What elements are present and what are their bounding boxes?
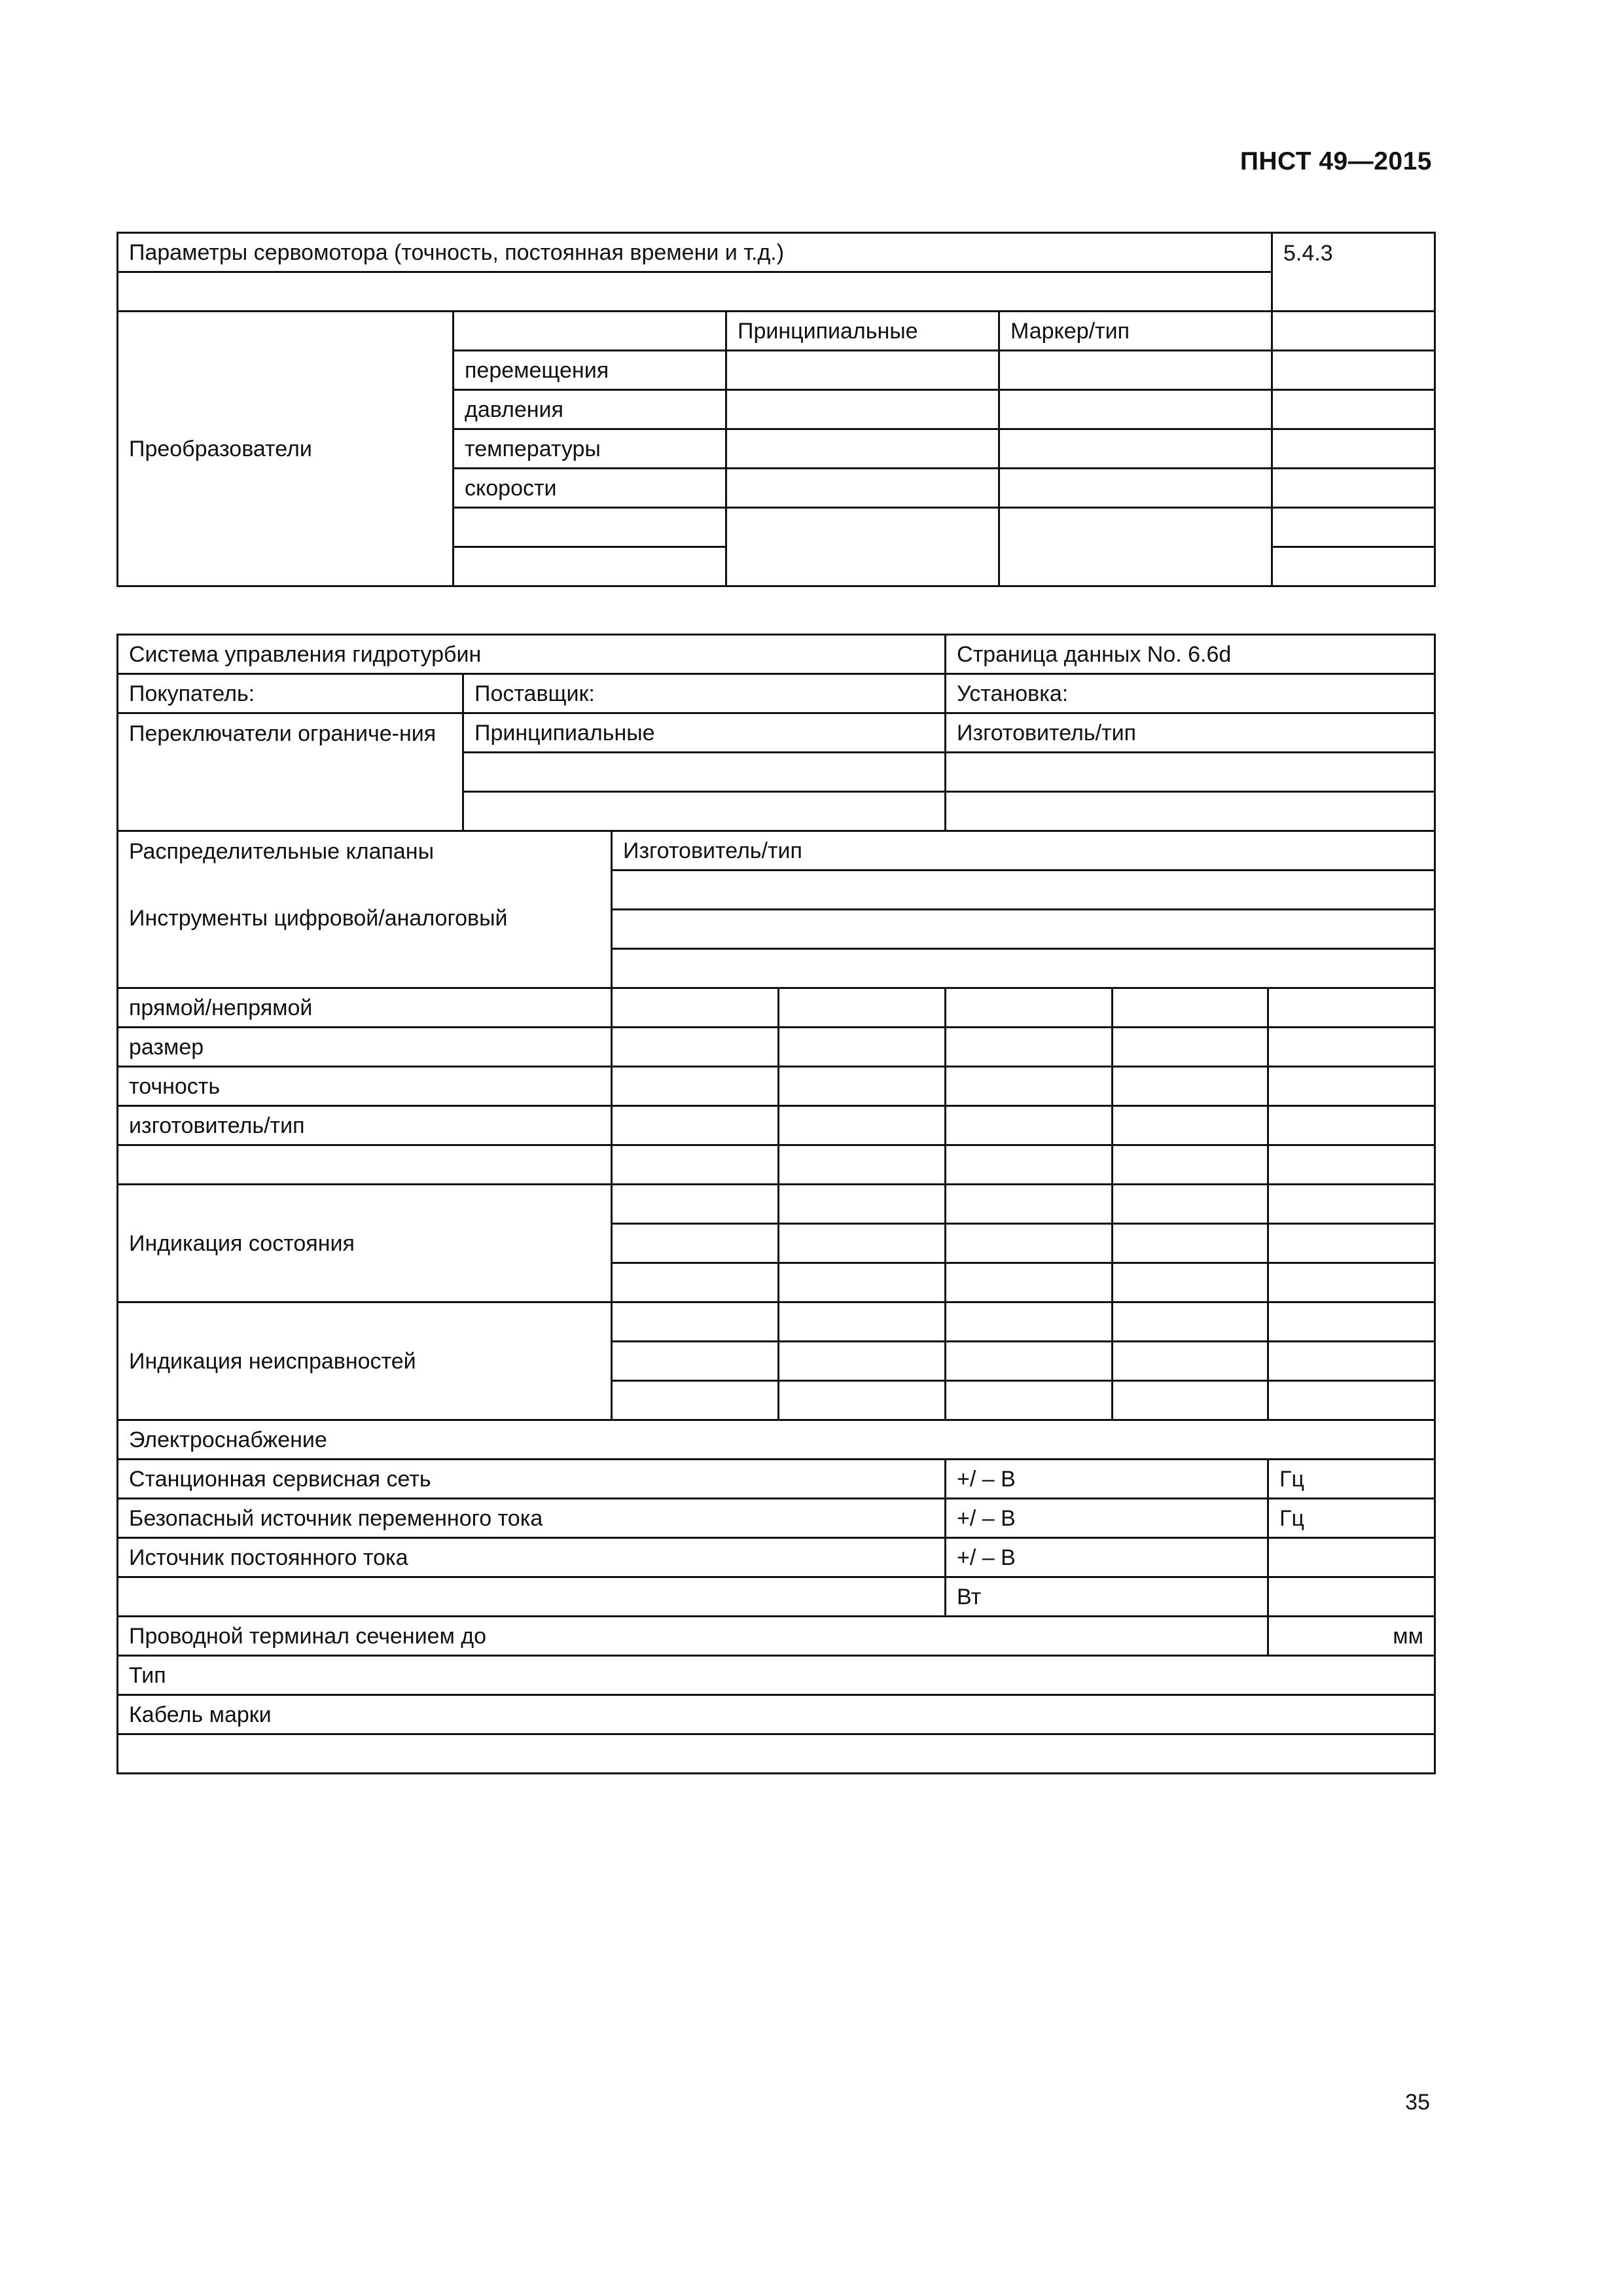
grid-cell[interactable] — [612, 1381, 779, 1420]
converter-header-blank — [454, 312, 726, 351]
grid-cell[interactable] — [1113, 1263, 1268, 1302]
blank-row[interactable] — [118, 1734, 1435, 1774]
grid-cell[interactable] — [612, 1342, 779, 1381]
grid-cell[interactable] — [1268, 1224, 1435, 1263]
converter-ref-cell[interactable] — [1272, 469, 1435, 508]
converter-extra-label[interactable] — [454, 547, 726, 586]
wire-terminal-label: Проводной терминал сечением до — [118, 1617, 1268, 1656]
dc-source-extra[interactable] — [1268, 1538, 1435, 1577]
converter-ref-cell[interactable] — [1272, 508, 1435, 547]
converter-ref-cell[interactable] — [1272, 390, 1435, 429]
grid-cell[interactable] — [1268, 1067, 1435, 1106]
supplier-field[interactable]: Поставщик: — [463, 674, 946, 713]
grid-cell[interactable] — [779, 1342, 946, 1381]
status-indication-label: Индикация состояния — [118, 1185, 612, 1302]
dc-source-label: Источник постоянного тока — [118, 1538, 946, 1577]
grid-cell[interactable] — [1268, 1185, 1435, 1224]
type-field[interactable]: Тип — [118, 1656, 1435, 1695]
dc-source-power[interactable]: Вт — [946, 1577, 1268, 1617]
limit-switches-label: Переключатели ограниче-ния — [118, 713, 463, 831]
grid-cell[interactable] — [612, 1224, 779, 1263]
grid-cell[interactable] — [612, 1263, 779, 1302]
instruments-manufacturer-cell[interactable] — [612, 949, 1435, 988]
servo-params-label: Параметры сервомотора (точность, постоянная времени и т.д.) — [118, 233, 1272, 272]
converter-marker-cell[interactable] — [999, 508, 1272, 586]
converter-row-label: скорости — [454, 469, 726, 508]
dc-source-power-extra[interactable] — [1268, 1577, 1435, 1617]
grid-cell[interactable] — [779, 1185, 946, 1224]
converter-ref-cell[interactable] — [1272, 429, 1435, 469]
converter-row-label: давления — [454, 390, 726, 429]
converter-marker-cell[interactable] — [999, 351, 1272, 390]
instruments-manufacturer-cell[interactable] — [612, 870, 1435, 910]
limit-switches-manufacturer-header: Изготовитель/тип — [946, 713, 1435, 753]
limit-switches-manufacturer-cell[interactable] — [946, 753, 1435, 792]
grid-cell[interactable] — [1268, 988, 1435, 1028]
grid-cell[interactable] — [1113, 1224, 1268, 1263]
converters-label: Преобразователи — [118, 312, 454, 586]
instruments-label: Инструменты цифровой/аналоговый — [129, 906, 508, 931]
grid-cell[interactable] — [1113, 1381, 1268, 1420]
distribution-valves-label: Распределительные клапаны — [129, 839, 435, 864]
grid-cell[interactable] — [1113, 1145, 1268, 1185]
servo-converters-table — [116, 232, 1436, 587]
cable-field[interactable]: Кабель марки — [118, 1695, 1435, 1734]
converter-row-label: перемещения — [454, 351, 726, 390]
grid-cell[interactable] — [946, 988, 1113, 1028]
grid-cell[interactable] — [946, 1145, 1113, 1185]
grid-cell[interactable] — [1113, 988, 1268, 1028]
grid-cell[interactable] — [779, 1381, 946, 1420]
grid-cell[interactable] — [1113, 1028, 1268, 1067]
converter-principal-cell[interactable] — [726, 469, 999, 508]
grid-cell[interactable] — [946, 1106, 1113, 1145]
valves-instruments-cell — [118, 831, 612, 988]
grid-cell[interactable] — [1113, 1185, 1268, 1224]
grid-cell[interactable] — [1268, 1263, 1435, 1302]
servo-params-value[interactable] — [118, 272, 1272, 312]
converter-extra-label[interactable] — [454, 508, 726, 547]
dc-source-blank[interactable] — [118, 1577, 946, 1617]
accuracy-label: точность — [118, 1067, 612, 1106]
grid-cell[interactable] — [1268, 1342, 1435, 1381]
grid-cell[interactable] — [779, 1263, 946, 1302]
size-label: размер — [118, 1028, 612, 1067]
grid-cell[interactable] — [1268, 1106, 1435, 1145]
converter-marker-cell[interactable] — [999, 390, 1272, 429]
converter-principal-cell[interactable] — [726, 351, 999, 390]
converter-principal-cell[interactable] — [726, 429, 999, 469]
station-network-label: Станционная сервисная сеть — [118, 1460, 946, 1499]
grid-cell[interactable] — [779, 1028, 946, 1067]
power-supply-label: Электроснабжение — [118, 1420, 1435, 1460]
page-number: 35 — [1405, 2090, 1430, 2115]
station-network-voltage[interactable]: +/ – В — [946, 1460, 1268, 1499]
converter-principal-cell[interactable] — [726, 390, 999, 429]
grid-cell[interactable] — [1113, 1067, 1268, 1106]
grid-cell[interactable] — [946, 1185, 1113, 1224]
fault-indication-label: Индикация неисправностей — [118, 1302, 612, 1420]
grid-cell[interactable] — [779, 1106, 946, 1145]
grid-cell[interactable] — [779, 1224, 946, 1263]
manufacturer-type-label: изготовитель/тип — [118, 1106, 612, 1145]
ups-label: Безопасный источник переменного тока — [118, 1499, 946, 1538]
station-network-frequency[interactable]: Гц — [1268, 1460, 1435, 1499]
grid-cell[interactable] — [1268, 1028, 1435, 1067]
grid-cell[interactable] — [779, 988, 946, 1028]
converter-ref-cell[interactable] — [1272, 312, 1435, 351]
installation-field[interactable]: Установка: — [946, 674, 1435, 713]
grid-cell[interactable] — [612, 1185, 779, 1224]
grid-cell[interactable] — [1113, 1106, 1268, 1145]
grid-cell[interactable] — [946, 1067, 1113, 1106]
ups-frequency[interactable]: Гц — [1268, 1499, 1435, 1538]
marker-header: Маркер/тип — [999, 312, 1272, 351]
instruments-manufacturer-header: Изготовитель/тип — [612, 831, 1435, 870]
converter-marker-cell[interactable] — [999, 429, 1272, 469]
converter-ref-cell[interactable] — [1272, 351, 1435, 390]
converter-marker-cell[interactable] — [999, 469, 1272, 508]
grid-cell[interactable] — [946, 1381, 1113, 1420]
grid-cell[interactable] — [779, 1067, 946, 1106]
ups-voltage[interactable]: +/ – В — [946, 1499, 1268, 1538]
grid-cell[interactable] — [612, 1302, 779, 1342]
converter-principal-cell[interactable] — [726, 508, 999, 586]
grid-cell[interactable] — [612, 988, 779, 1028]
buyer-field[interactable]: Покупатель: — [118, 674, 463, 713]
grid-cell[interactable] — [946, 1342, 1113, 1381]
direct-indirect-label: прямой/непрямой — [118, 988, 612, 1028]
grid-cell[interactable] — [612, 1067, 779, 1106]
document-id: ПНСТ 49—2015 — [1240, 147, 1432, 175]
converter-row-label: температуры — [454, 429, 726, 469]
limit-switches-manufacturer-cell[interactable] — [946, 792, 1435, 831]
wire-terminal-unit: мм — [1268, 1617, 1435, 1656]
grid-cell[interactable] — [612, 1028, 779, 1067]
grid-cell[interactable] — [946, 1263, 1113, 1302]
instruments-manufacturer-cell[interactable] — [612, 910, 1435, 949]
grid-cell[interactable] — [1113, 1342, 1268, 1381]
grid-cell[interactable] — [946, 1028, 1113, 1067]
blank-label[interactable] — [118, 1145, 612, 1185]
limit-switches-principal-cell[interactable] — [463, 792, 946, 831]
grid-cell[interactable] — [946, 1224, 1113, 1263]
system-title: Система управления гидротурбин — [118, 635, 946, 674]
grid-cell[interactable] — [612, 1145, 779, 1185]
grid-cell[interactable] — [1268, 1145, 1435, 1185]
grid-cell[interactable] — [612, 1106, 779, 1145]
grid-cell[interactable] — [1268, 1381, 1435, 1420]
grid-cell[interactable] — [779, 1145, 946, 1185]
limit-switches-principal-header: Принципиальные — [463, 713, 946, 753]
control-system-table — [116, 634, 1436, 1774]
servo-params-ref: 5.4.3 — [1272, 233, 1435, 312]
grid-cell[interactable] — [946, 1302, 1113, 1342]
principal-header: Принципиальные — [726, 312, 999, 351]
converter-ref-cell[interactable] — [1272, 547, 1435, 586]
grid-cell[interactable] — [1268, 1302, 1435, 1342]
grid-cell[interactable] — [779, 1302, 946, 1342]
datasheet-number: Страница данных No. 6.6d — [946, 635, 1435, 674]
limit-switches-principal-cell[interactable] — [463, 753, 946, 792]
dc-source-voltage[interactable]: +/ – В — [946, 1538, 1268, 1577]
grid-cell[interactable] — [1113, 1302, 1268, 1342]
